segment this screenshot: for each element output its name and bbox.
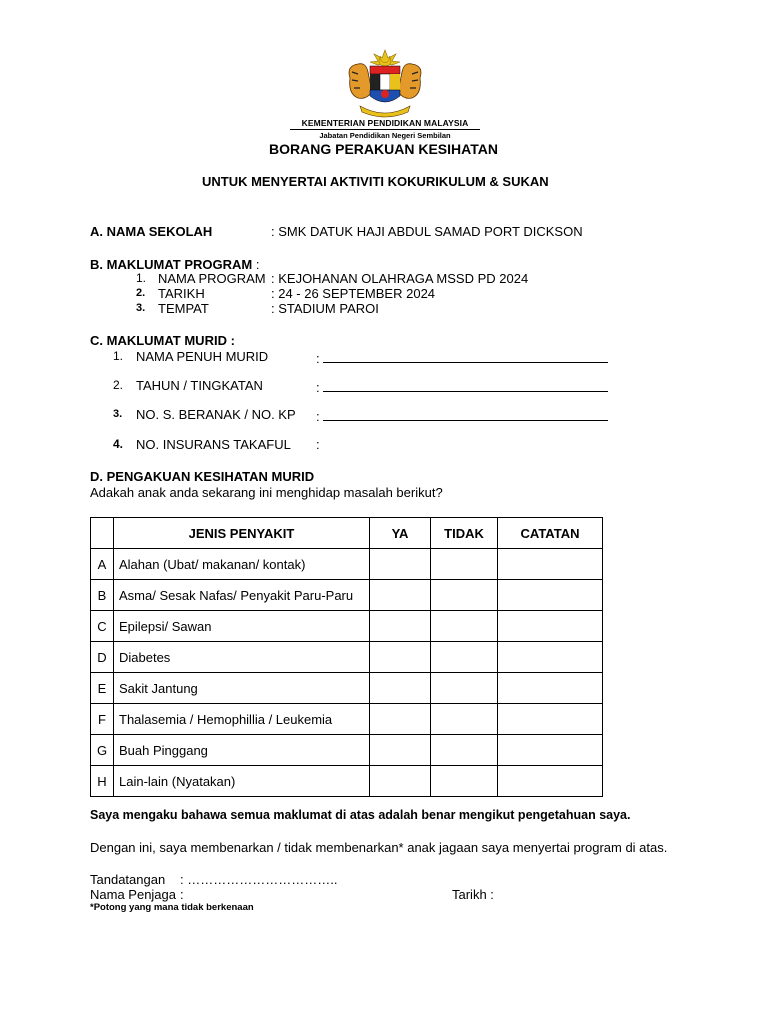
table-row [91,549,603,580]
department-name: Jabatan Pendidikan Negeri Sembilan [319,131,451,140]
student-name-field[interactable] [316,349,608,366]
tidak-cell[interactable] [431,766,498,797]
row-letter: B [91,580,114,611]
student-class-field[interactable] [316,378,608,395]
blank-line [323,378,608,392]
blank-line [323,407,608,421]
row-letter: H [91,766,114,797]
student-item-num: 1. [113,349,124,363]
section-d-label: D. PENGAKUAN KESIHATAN MURID [90,469,315,484]
row-letter: D [91,642,114,673]
section-b-colon: : [252,257,260,272]
catatan-cell[interactable] [498,766,603,797]
header-tidak: TIDAK [431,518,498,549]
program-item-label: TARIKH [158,286,205,301]
table-row [91,673,603,704]
signature-field[interactable]: : …………………………….. [180,872,338,887]
ya-cell[interactable] [370,611,431,642]
student-item-label: NAMA PENUH MURID [136,349,269,364]
table-row [91,642,603,673]
school-name-value: : SMK DATUK HAJI ABDUL SAMAD PORT DICKSON [271,224,583,239]
catatan-cell[interactable] [498,580,603,611]
disease-name: Sakit Jantung [114,673,370,704]
program-item-value: : 24 - 26 SEPTEMBER 2024 [271,286,436,301]
program-item-value: : STADIUM PAROI [271,301,379,316]
ya-cell[interactable] [370,549,431,580]
disease-name: Buah Pinggang [114,735,370,766]
section-b-label: B. MAKLUMAT PROGRAM [90,257,253,272]
ministry-name: KEMENTERIAN PENDIDIKAN MALAYSIA [290,118,480,130]
program-item-value: : KEJOHANAN OLAHRAGA MSSD PD 2024 [271,271,529,286]
header-jenis: JENIS PENYAKIT [114,518,370,549]
tidak-cell[interactable] [431,549,498,580]
date-label: Tarikh : [452,887,494,902]
program-item-label: TEMPAT [158,301,209,316]
program-item-num: 3. [136,302,146,314]
field-colon: : [316,437,320,452]
header-blank [91,518,114,549]
catatan-cell[interactable] [498,704,603,735]
ya-cell[interactable] [370,735,431,766]
student-id-field[interactable] [316,407,608,424]
tidak-cell[interactable] [431,704,498,735]
section-c-label: C. MAKLUMAT MURID : [90,333,235,348]
ya-cell[interactable] [370,704,431,735]
table-row [91,704,603,735]
tidak-cell[interactable] [431,673,498,704]
disease-name: Asma/ Sesak Nafas/ Penyakit Paru-Paru [114,580,370,611]
catatan-cell[interactable] [498,735,603,766]
tidak-cell[interactable] [431,642,498,673]
catatan-cell[interactable] [498,549,603,580]
disease-name: Alahan (Ubat/ makanan/ kontak) [114,549,370,580]
table-row [91,766,603,797]
ya-cell[interactable] [370,642,431,673]
form-title: BORANG PERAKUAN KESIHATAN [269,141,498,157]
table-row [91,611,603,642]
field-colon: : [316,380,320,395]
row-letter: C [91,611,114,642]
table-row [91,735,603,766]
field-colon: : [316,409,320,424]
catatan-cell[interactable] [498,611,603,642]
row-letter: A [91,549,114,580]
consent-text: Dengan ini, saya membenarkan / tidak membenarkan* anak jagaan saya menyertai program di atas. [90,840,668,855]
row-letter: G [91,735,114,766]
student-item-num: 4. [113,437,124,451]
program-item-num: 1. [136,271,147,285]
guardian-name-field[interactable]: : [180,887,184,902]
health-question: Adakah anak anda sekarang ini menghidap masalah berikut? [90,485,443,500]
footnote: *Potong yang mana tidak berkenaan [90,902,254,913]
program-item-num: 2. [136,287,146,299]
ya-cell[interactable] [370,673,431,704]
tidak-cell[interactable] [431,580,498,611]
header-ya: YA [370,518,431,549]
student-item-num: 3. [113,408,123,420]
disease-name: Diabetes [114,642,370,673]
insurance-field[interactable] [316,437,320,452]
student-item-num: 2. [113,378,124,392]
row-letter: E [91,673,114,704]
disease-name: Lain-lain (Nyatakan) [114,766,370,797]
ya-cell[interactable] [370,580,431,611]
declaration-text: Saya mengaku bahawa semua maklumat di atas adalah benar mengikut pengetahuan saya. [90,808,631,822]
row-letter: F [91,704,114,735]
table-row [91,580,603,611]
guardian-name-label: Nama Penjaga [90,887,176,902]
ya-cell[interactable] [370,766,431,797]
program-item-label: NAMA PROGRAM [158,271,266,286]
blank-line [323,349,608,363]
health-table [90,517,603,797]
student-item-label: NO. INSURANS TAKAFUL [136,437,291,452]
coat-of-arms-logo [340,48,430,120]
signature-label: Tandatangan [90,872,166,887]
disease-name: Thalasemia / Hemophillia / Leukemia [114,704,370,735]
catatan-cell[interactable] [498,673,603,704]
header-catatan: CATATAN [498,518,603,549]
catatan-cell[interactable] [498,642,603,673]
tidak-cell[interactable] [431,611,498,642]
student-item-label: TAHUN / TINGKATAN [136,378,263,393]
field-colon: : [316,351,320,366]
student-item-label: NO. S. BERANAK / NO. KP [136,407,296,422]
form-subtitle: UNTUK MENYERTAI AKTIVITI KOKURIKULUM & SUKAN [202,174,549,189]
disease-name: Epilepsi/ Sawan [114,611,370,642]
tidak-cell[interactable] [431,735,498,766]
section-a-label: A. NAMA SEKOLAH [90,224,213,239]
ministry-header [290,118,480,140]
table-header-row [91,518,603,549]
